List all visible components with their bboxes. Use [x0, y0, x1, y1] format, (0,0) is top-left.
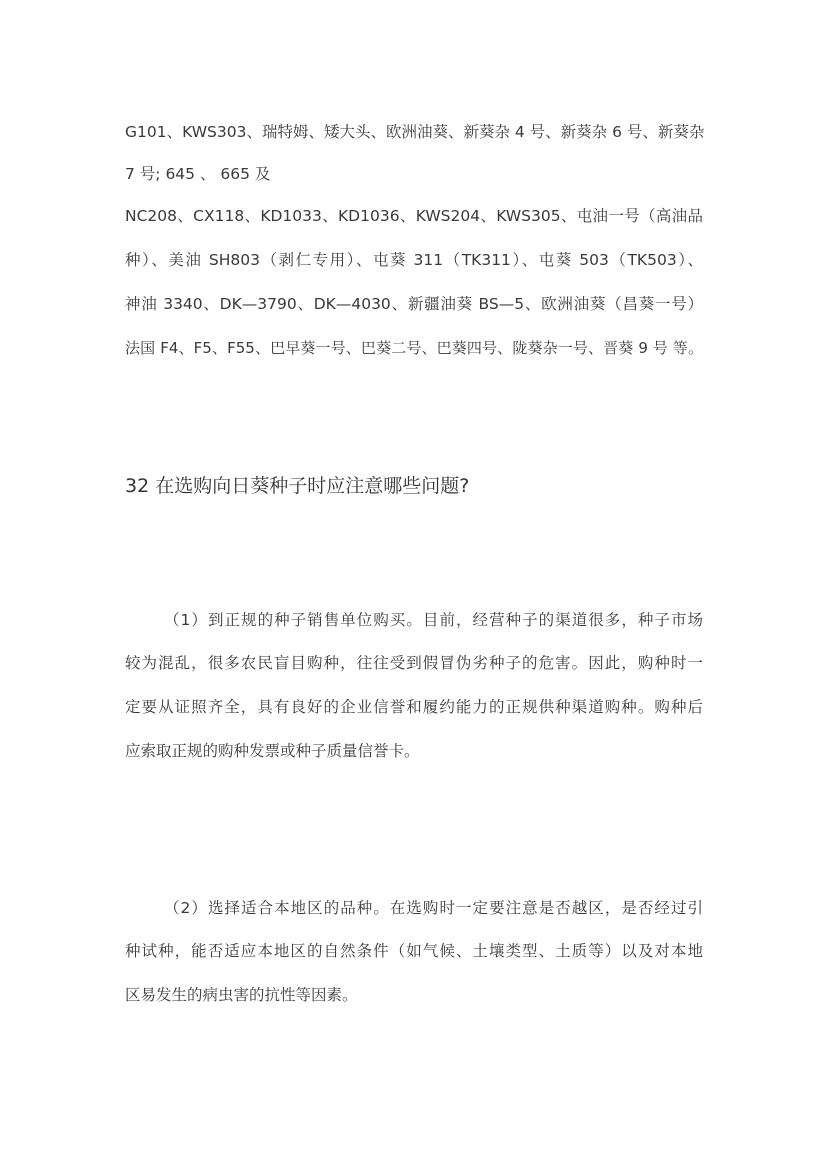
- paragraph-1-line-2: 较为混乱，很多农民盲目购种，往往受到假冒伪劣种子的危害。因此，购种时一: [125, 654, 703, 672]
- variety-list-line-3: NC208、CX118、KD1033、KD1036、KWS204、KWS305、屯油一号（高油品: [125, 207, 703, 225]
- paragraph-2-line-2: 种试种，能否适应本地区的自然条件（如气候、土壤类型、土质等）以及对本地: [125, 942, 703, 960]
- paragraph-1-line-4: 应索取正规的购种发票或种子质量信誉卡。: [125, 742, 420, 760]
- paragraph-2-line-3: 区易发生的病虫害的抗性等因素。: [125, 986, 358, 1004]
- variety-list-line-5: 神油 3340、DK—3790、DK—4030、新疆油葵 BS—5、欧洲油葵（昌葵一号）: [125, 295, 703, 313]
- paragraph-1-line-1: （1）到正规的种子销售单位购买。目前，经营种子的渠道很多，种子市场: [164, 611, 703, 629]
- variety-list-line-2: 7 号; 645 、 665 及: [125, 165, 271, 183]
- paragraph-2-line-1: （2）选择适合本地区的品种。在选购时一定要注意是否越区，是否经过引: [164, 899, 703, 917]
- variety-list-line-6: 法国 F4、F5、F55、巴早葵一号、巴葵二号、巴葵四号、陇葵杂一号、晋葵 9 号 等。: [125, 339, 703, 357]
- variety-list-line-1: G101、KWS303、瑞特姆、矮大头、欧洲油葵、新葵杂 4 号、新葵杂 6 号、新葵杂: [125, 123, 705, 141]
- variety-list-line-4: 种）、美油 SH803（剥仁专用）、屯葵 311（TK311）、屯葵 503（TK503）、: [125, 251, 703, 269]
- section-heading: 32 在选购向日葵种子时应注意哪些问题?: [125, 475, 470, 497]
- paragraph-1-line-3: 定要从证照齐全，具有良好的企业信誉和履约能力的正规供种渠道购种。购种后: [125, 698, 703, 716]
